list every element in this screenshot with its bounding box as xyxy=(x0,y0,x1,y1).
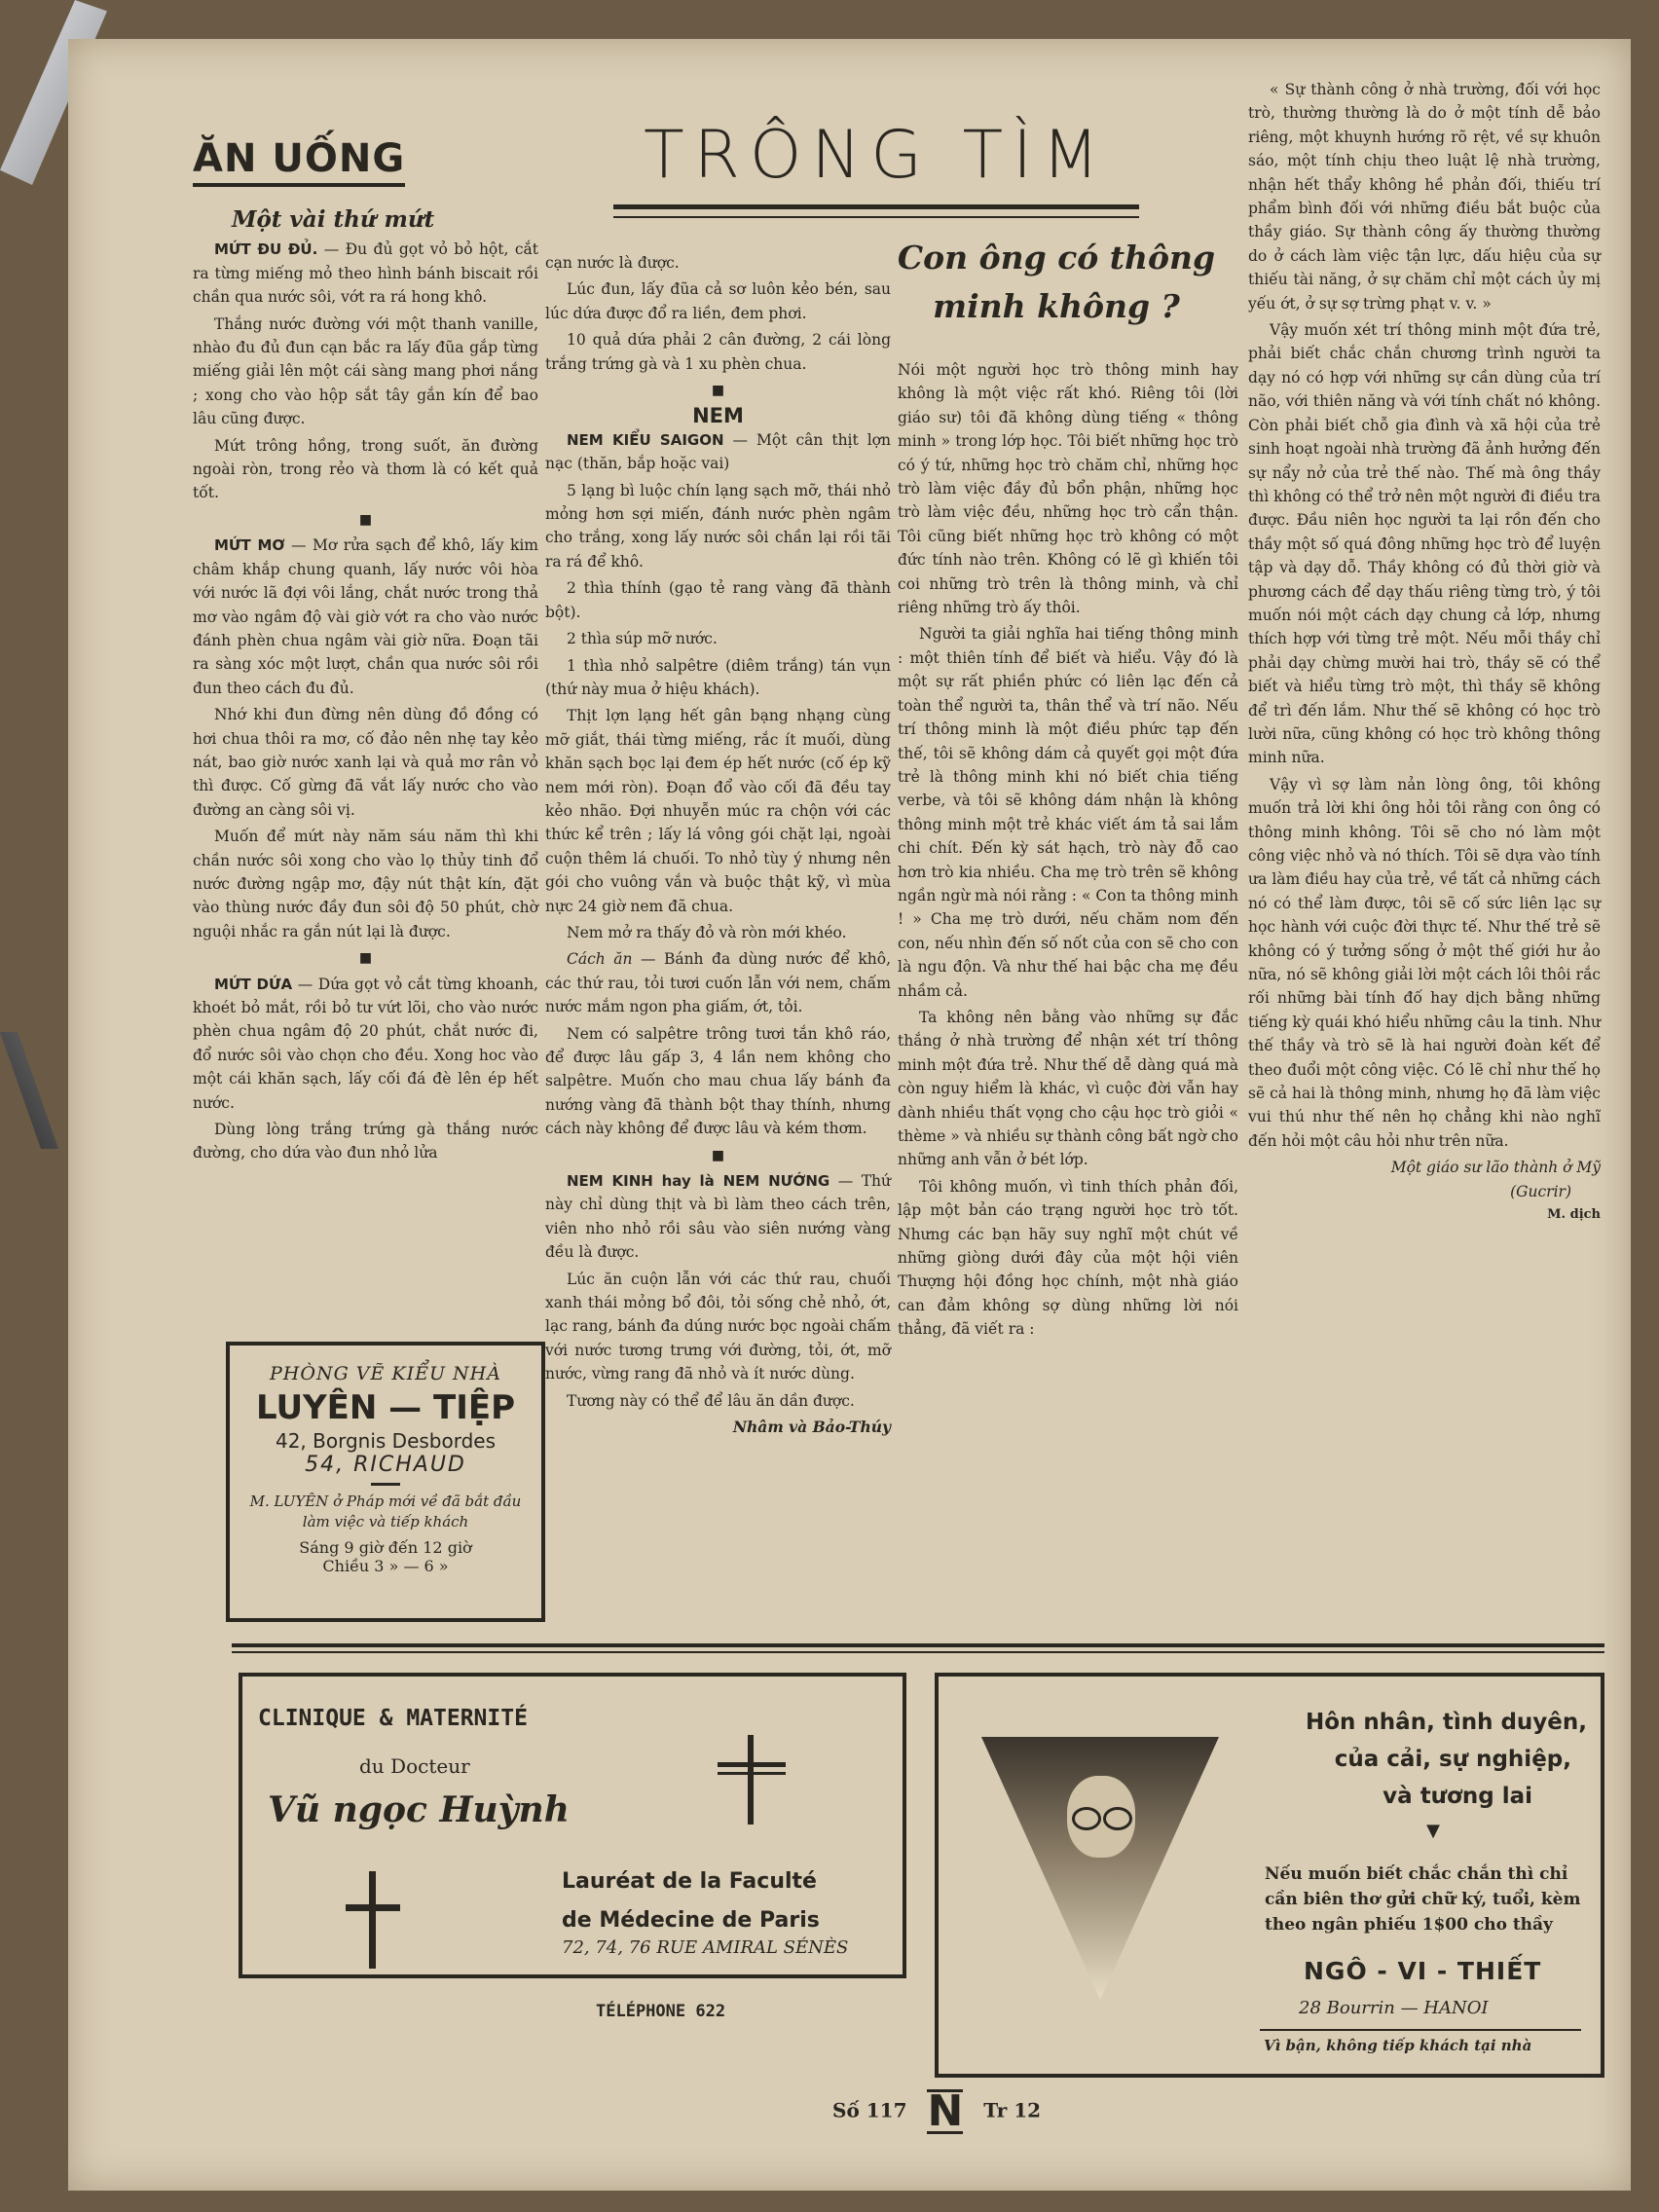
ad-rule xyxy=(1260,2029,1581,2031)
paragraph: 1 thìa nhỏ salpêtre (diêm trắng) tán vụn (thứ này mua ở hiệu khách). xyxy=(545,656,891,698)
separator-dot: ■ xyxy=(711,383,725,399)
paragraph xyxy=(545,428,891,476)
page-footer xyxy=(832,2086,1042,2136)
paragraph: cạn nước là được. xyxy=(545,254,680,272)
portrait-image xyxy=(981,1737,1219,2000)
author-signature: (Gucrir) xyxy=(1510,1182,1571,1200)
ad-clinic xyxy=(239,1673,906,1978)
ad-line: 54, RICHAUD xyxy=(305,1453,466,1477)
item-text: — Đu đủ gọt vỏ bỏ hột, cắt ra từng miếng mỏ theo hình bánh biscait rồi chần qua nước sôi, vớt ra rá hong khô. xyxy=(193,240,538,307)
magazine-logo: N xyxy=(927,2086,964,2136)
paragraph: Thắng nước đường với một thanh vanille, nhào đu đủ đun cạn bắc ra lấy đũa gắp từng miếng giải lên một cái sàng mang phơi nắng ; xong cho vào hộp sắt tây gắn kín để bao lâu cũng được. xyxy=(193,314,538,428)
separator-dot: ■ xyxy=(711,1147,725,1163)
translator-signature: M. dịch xyxy=(1547,1207,1601,1223)
paragraph: Mứt trông hồng, trong suốt, ăn đường ngoài ròn, trong rẻo và thơm là có kết quả tốt. xyxy=(193,436,538,502)
paragraph: Nem có salpêtre trông tươi tắn khô ráo, để được lâu gấp 3, 4 lần nem không cho salpêtre. Muốn cho mau chua lấy bánh đa nướng vàng đã thành bột thay thính, nhưng cách này không để được lâu và kém thơm. xyxy=(545,1024,891,1138)
ad-line: PHÒNG VẼ KIỂU NHÀ xyxy=(270,1363,501,1384)
item-text: — Một cân thịt lợn nạc (thăn, bắp hoặc vai) xyxy=(545,430,891,473)
issue-number: Số 117 xyxy=(832,2098,907,2122)
ad-luyen-tiep xyxy=(226,1342,545,1622)
item-heading: NEM KINH hay là NEM NƯỚNG xyxy=(567,1172,830,1191)
item-heading: MỨT MƠ xyxy=(214,536,285,555)
paragraph xyxy=(193,973,538,1115)
masthead-rule-thin xyxy=(613,216,1139,218)
paragraph: Tôi không muốn, vì tinh thích phản đối, lập một bản cáo trạng người học trò tốt. Nhưng các bạn hãy suy nghĩ một chút về những giòng dưới đây của một hội viên Thượng hội đồng học chính, một nhà giáo can đảm không sợ dùng những lời nói thẳng, đã viết ra : xyxy=(898,1177,1238,1339)
ad-line: 72, 74, 76 RUE AMIRAL SÉNÈS xyxy=(562,1937,849,1958)
column-3 xyxy=(898,358,1238,1345)
ad-line: du Docteur xyxy=(359,1754,470,1778)
item-heading: NEM KIỂU SAIGON xyxy=(567,430,724,449)
author-signature: Nhâm và Bảo-Thúy xyxy=(732,1418,891,1437)
paragraph xyxy=(193,238,538,309)
column-2 xyxy=(545,251,891,1440)
ad-line: CLINIQUE & MATERNITÉ xyxy=(258,1706,528,1731)
ad-line: de Médecine de Paris xyxy=(562,1908,820,1933)
masthead-rule xyxy=(613,204,1139,209)
ad-line: và tương lai xyxy=(1382,1784,1532,1809)
ad-line: Nếu muốn biết chắc chắn thì chỉ cần biên thơ gửi chữ ký, tuổi, kèm theo ngân phiếu 1$00 cho thầy xyxy=(1265,1864,1581,1935)
item-text: — Thứ này chỉ dùng thịt và bì làm theo cách trên, viên nho nhỏ rồi sâu vào siên nướng vàng đều là được. xyxy=(545,1172,891,1262)
paragraph xyxy=(545,947,891,1018)
cross-icon xyxy=(718,1735,786,1825)
ad-line: M. LUYÊN ở Pháp mới về đã bắt đầu làm việc và tiếp khách xyxy=(249,1493,522,1530)
item-heading: Cách ăn xyxy=(567,950,633,969)
paragraph: « Sự thành công ở nhà trường, đối với học trò, thường thường là do ở một tính dễ bảo riêng, một khuynh hướng rõ rệt, về sự khuôn sáo, một tính chịu theo luật lệ nhà trường, nhận hết thẩy không hề phản đối, thiếu trí phẩm bình đối với những điều bắt buộc của thầy giáo. Sự thành công ấy thường thường do ở cách làm việc tận lực, dấu hiệu của sự thiếu tài năng, ở sự chăm chỉ một cách ủy mị yếu ớt, ở sự sợ trừng phạt v. v. » xyxy=(1248,81,1601,313)
item-text: — Bánh đa dùng nước để khô, các thứ rau, tỏi tươi cuốn lẫn với nem, chấm nước mắm ngon pha giấm, ớt, tỏi. xyxy=(545,950,891,1016)
paragraph: Dùng lòng trắng trứng gà thắng nước đường, cho dứa vào đun nhỏ lửa xyxy=(193,1121,538,1162)
column-1 xyxy=(193,208,538,1168)
paragraph: Vậy muốn xét trí thông minh một đứa trẻ, phải biết chắc chắn chương trình người ta dạy nó có hợp với những sự cần dùng của trí não, với thiên năng và với tính chất nó không. Còn phải biết chỗ gia đình và xã hội của trẻ sinh hoạt ngoài nhà trường đã ảnh hưởng đến sự nẩy nở của trẻ thế nào. Thế mà ông thầy thì không có thể trở nên một người đi điều tra được. Đầu niên học người ta lại rồn đến cho thầy một số quá đông những học trò để luyện tập và dạy dỗ. Thầy không có đủ thời giờ và phương cách để dạy thấu riêng từng trò, ý tôi muốn nói một cách dạy chung cả lớp, nhưng thích hợp với từng trẻ một. Nếu mỗi thầy chỉ phải dạy chừng mười hai trò, thầy sẽ có thể biết và hiểu từng trò một, thì thầy sẽ không để trì đến lắm. Như thế sẽ không có học trò lười nữa, cũng không có học trò không thông minh nữa. xyxy=(1248,321,1601,767)
subtitle: Một vài thứ mứt xyxy=(232,206,435,233)
item-heading: MỨT DỨA xyxy=(214,975,293,993)
paragraph: Thịt lợn lạng hết gân bạng nhạng cùng mỡ giắt, thái từng miếng, rắc ít muối, dùng khăn sạch bọc lại đem ép hết nước (cố ép kỹ nem mới ròn). Đoạn đổ vào cối đã đều tay kẻo nhão. Đợi nhuyễn múc ra chộn với các thức kể trên ; lấy lá vông gói chặt lại, ngoài cuộn thêm lá chuối. To nhỏ tùy ý nhưng nên gói cho vuông vắn và buộc thật kỹ, vì mùa nực 24 giờ nem đã chua. xyxy=(545,707,891,915)
ad-line: 28 Bourrin — HANOI xyxy=(1299,1998,1489,2018)
triangle-icon: ▼ xyxy=(1426,1821,1440,1841)
item-text: — Mơ rửa sạch để khô, lấy kim châm khắp chung quanh, lấy nước vôi hòa với nước lã đợi vôi lắng, chắt nước trong thả mơ vào ngâm độ vài giờ vớt ra cho vào nước đánh phèn chua ngâm vài giờ nữa. Đoạn tãi ra sàng xóc một lượt, chần qua nước sôi rồi đun theo cách đu đủ. xyxy=(193,536,538,697)
page-number: Tr 12 xyxy=(983,2098,1042,2122)
divider-rule-thin xyxy=(232,1651,1604,1653)
paragraph: 10 quả dứa phải 2 cân đường, 2 cái lòng trắng trứng gà và 1 xu phèn chua. xyxy=(545,331,891,373)
ad-line: TÉLÉPHONE 622 xyxy=(596,2002,726,2021)
paragraph xyxy=(193,534,538,700)
ad-name: LUYÊN — TIỆP xyxy=(255,1388,516,1427)
ad-line: 42, Borgnis Desbordes xyxy=(275,1429,497,1453)
masthead-title: TRÔNG TÌM xyxy=(644,117,1109,194)
paragraph: Vậy vì sợ làm nản lòng ông, tôi không muốn trả lời khi ông hỏi tôi rằng con ông có thông minh không. Tôi sẽ cho nó làm một công việc nhỏ và nó thích. Tôi sẽ dựa vào tính ưa làm điều hay của trẻ, về tất cả những cách nó có thể làm được, tôi sẽ cố sức liên lạc sự học hành với cuộc đời thực tế. Như thế trẻ sẽ không có ý tưởng sống ở một thế giới hư ảo nữa, nó sẽ không giải lời một cách lôi thôi rắc rối những bài tính đố hay dịch bằng những tiếng kỳ quái khó hiểu những câu la tinh. Như thế thầy và trò sẽ là hai người đoàn kết để theo đuổi một công việc. Có lẽ chỉ như thế họ sẽ cả hai là thông minh, nhưng họ đã làm việc vui thú như thế nên họ chẳng khi nào nghĩ đến hỏi một câu hỏi như trên nữa. xyxy=(1248,775,1601,1150)
paragraph: Người ta giải nghĩa hai tiếng thông minh : một thiên tính để biết và hiểu. Vậy đó là một sự rất phiền phức có liên lạc đến cả toàn thể người ta, thân thể và trí não. Nếu trí thông minh là một điều phức tạp đến thế, tôi sẽ không dám cả quyết gọi một đứa trẻ là thông minh khi nó biết chia tiếng verbe, và tôi sẽ không dám nhận là không thông minh một trẻ khác viết ám tả sai lắm chi chít. Đến kỳ sát hạch, trò này đỗ cao hơn trò kia nhiều. Cha mẹ trò trên sẽ không ngần ngừ mà nói rằng : « Con ta thông minh ! » Cha mẹ trò dưới, nếu chăm nom đến con, nếu nhìn đến số nốt của con sẽ cho con là ngu độn. Và như thế hai bậc cha mẹ đều nhầm cả. xyxy=(898,625,1238,1000)
ad-ngo-vi-thiet xyxy=(935,1673,1604,2078)
paragraph: Nhớ khi đun đừng nên dùng đồ đồng có hơi chua thôi ra mơ, cố đảo nên nhẹ tay kẻo nát, bao giờ nước xanh lại và quả mơ rân vỏ thì được. Cố gừng đã vắt lấy nước cho vào đường an càng sôi vị. xyxy=(193,706,538,819)
pen-edge xyxy=(0,1032,58,1149)
ad-rule xyxy=(371,1483,400,1486)
column-4 xyxy=(1248,78,1601,1228)
paragraph: Nói một người học trò thông minh hay không là một việc rất khó. Riêng tôi (lời giáo sư) tôi đã không dùng tiếng « thông minh » trong lớp học. Tôi biết những học trò có ý tứ, những học trò chăm chỉ, những học trò làm việc đầy đủ bổn phận, những học trò làm việc đều, những học trò cẩn thận. Tôi cũng biết những học trò không có một đức tính nào trên. Không có lẽ gì khiến tôi coi những trò trên là thông minh, và chỉ riêng những trò ấy thôi. xyxy=(898,361,1238,617)
paragraph: 2 thìa thính (gạo tẻ rang vàng đã thành bột). xyxy=(545,579,891,621)
paragraph xyxy=(545,1169,891,1265)
paragraph: 2 thìa súp mỡ nước. xyxy=(567,630,718,648)
paragraph: Lúc đun, lấy đũa cả sơ luôn kẻo bén, sau lúc dứa được đổ ra liền, đem phơi. xyxy=(545,280,891,322)
cross-icon xyxy=(346,1871,400,1969)
divider-rule xyxy=(232,1643,1604,1647)
paragraph: Muốn để mứt này năm sáu năm thì khi chần nước sôi xong cho vào lọ thủy tinh đổ nước đường ngập mơ, đậy nút thật kín, đặt vào thùng nước đầy đun sôi độ 50 phút, chờ nguội nhắc ra gắn nút lại là được. xyxy=(193,828,538,940)
ad-line: Sáng 9 giờ đến 12 giờ xyxy=(299,1538,472,1557)
section-label: ĂN UỐNG xyxy=(193,136,405,187)
ad-name: Vũ ngọc Huỳnh xyxy=(268,1789,570,1830)
ad-line: Vì bận, không tiếp khách tại nhà xyxy=(1264,2037,1532,2054)
nem-title: NEM xyxy=(692,404,744,428)
paragraph: Nem mở ra thấy đỏ và ròn mới khéo. xyxy=(567,923,847,941)
author-signature: Một giáo sư lão thành ở Mỹ xyxy=(1390,1159,1601,1177)
article-title: Con ông có thông minh không ? xyxy=(897,239,1216,325)
item-heading: MỨT ĐU ĐỦ. xyxy=(214,240,318,259)
ad-line: Chiều 3 » — 6 » xyxy=(322,1557,449,1575)
separator-dot: ■ xyxy=(358,511,373,528)
paragraph: Ta không nên bằng vào những sự đắc thắng ở nhà trường để nhận xét trí thông minh một đứa trẻ. Như thế dễ dàng quá mà còn nguy hiểm là khác, vì cuộc đời vẫn hay dành nhiều thất vọng cho cậu học trò giỏi « thème » và nhiều sự thành công bất ngờ cho những anh vẫn ở bét lớp. xyxy=(898,1008,1238,1169)
separator-dot: ■ xyxy=(358,950,373,967)
paragraph: Lúc ăn cuộn lẫn với các thứ rau, chuối xanh thái mỏng bổ đôi, tỏi sống chẻ nhỏ, ớt, lạc rang, bánh đa dúng nước bọc ngoài chấm với nước tương trưng với đường, tỏi, ớt, mỡ nước, vừng rang đã nhỏ và ít nước dùng. xyxy=(545,1270,891,1383)
paragraph: Tương này có thể để lâu ăn dần được. xyxy=(567,1391,855,1410)
ad-line: Lauréat de la Faculté xyxy=(562,1869,817,1894)
ad-line: Hôn nhân, tình duyên, xyxy=(1306,1710,1587,1735)
ad-line: của cải, sự nghiệp, xyxy=(1334,1747,1571,1772)
item-text: — Dứa gọt vỏ cắt từng khoanh, khoét bỏ mắt, rồi bỏ tư vứt lõi, cho vào nước phèn chua ngâm độ 20 phút, chắt nước đi, đổ nước sôi vào chọn cho đều. Xong hoc vào một cái khăn sạch, lấy cối đá đè lên ép hết nước. xyxy=(193,975,538,1112)
ad-name: NGÔ - VI - THIẾT xyxy=(1304,1957,1542,1985)
paragraph: 5 lạng bì luộc chín lạng sạch mỡ, thái nhỏ mỏng hơn sợi miến, đánh nước phèn ngâm cho trắng, xong lấy nước sôi chần lại rồi tãi ra rá để khô. xyxy=(545,481,891,571)
